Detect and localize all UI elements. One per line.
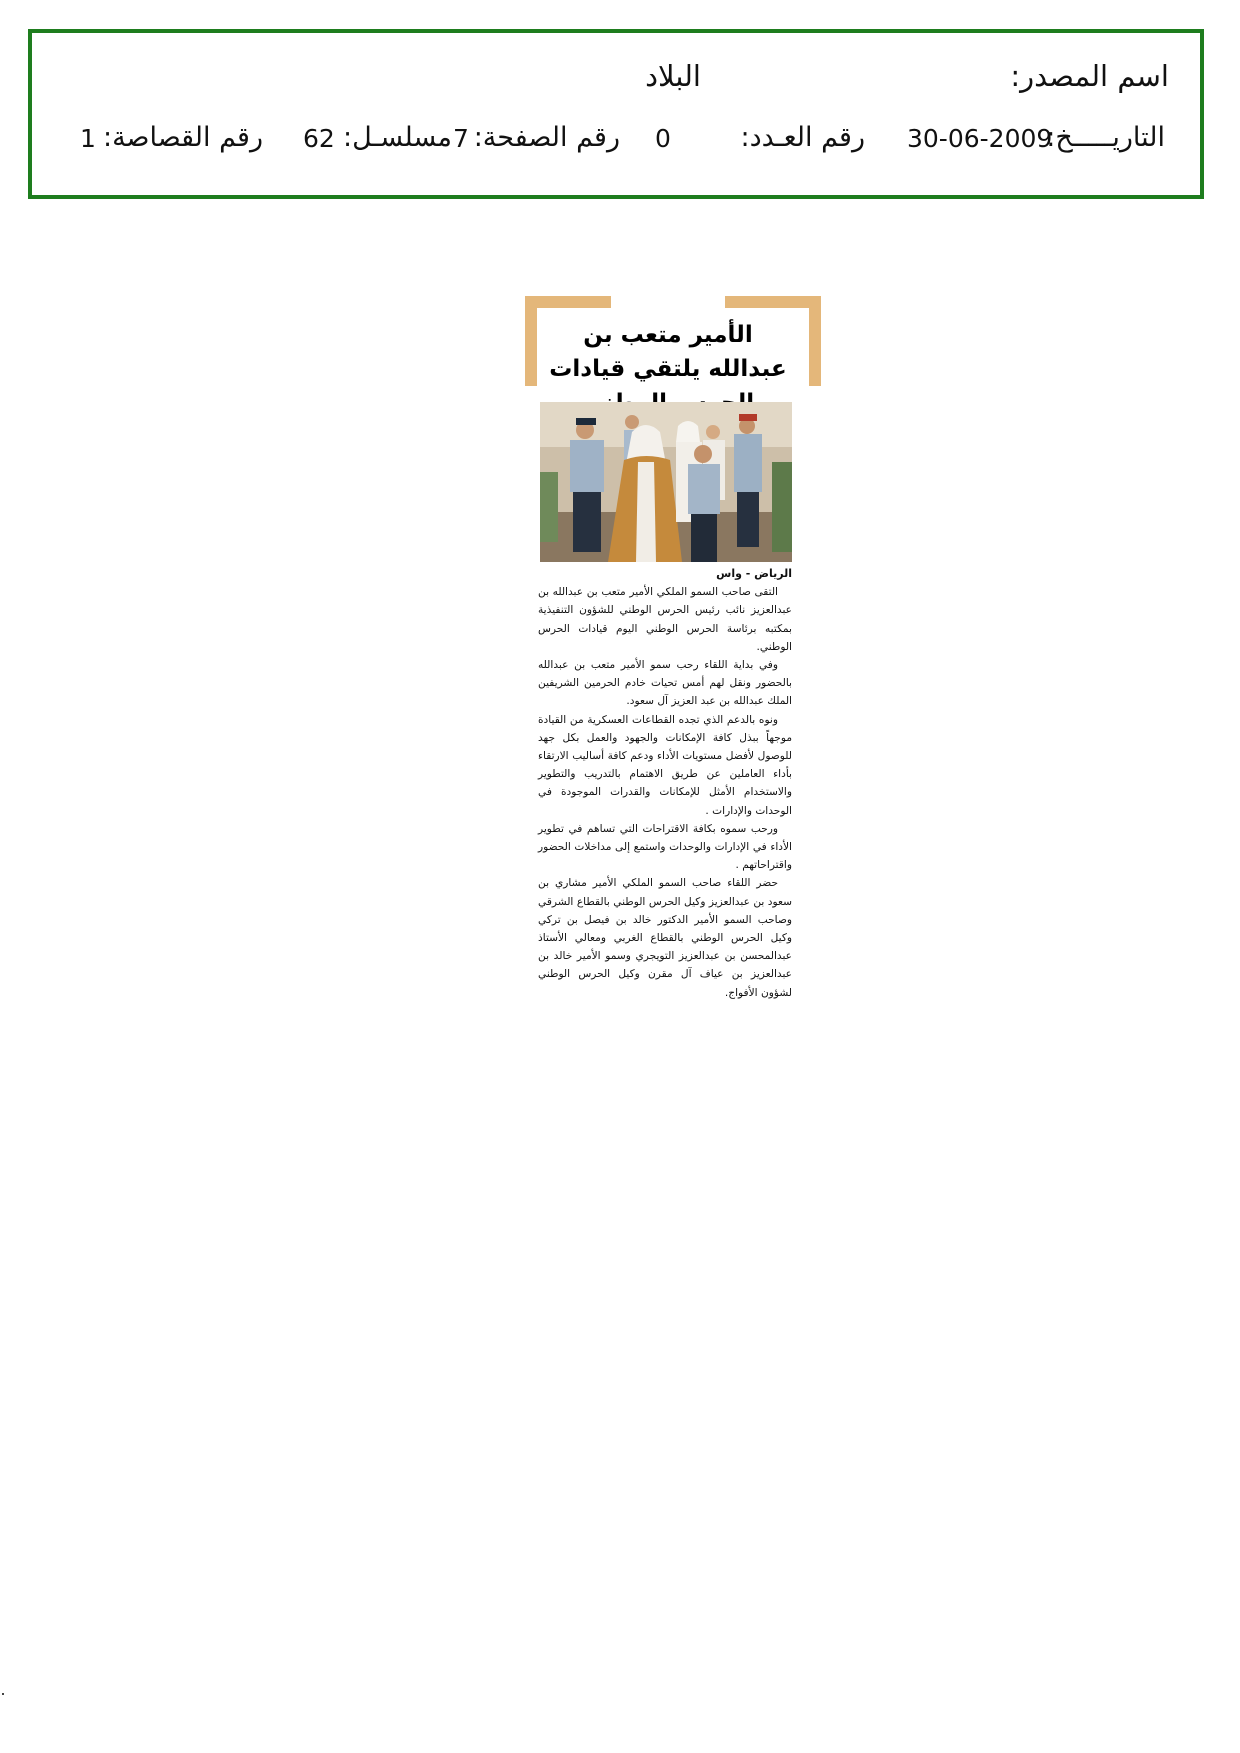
scan-artifact: [2, 1693, 4, 1695]
page-value: 7: [453, 124, 469, 153]
article-photo: [540, 402, 792, 562]
article-headline: الأمير متعب بن عبدالله يلتقي قيادات: [549, 322, 787, 382]
article-body: [538, 565, 792, 1002]
page-label: رقم الصفحة:: [473, 122, 620, 153]
serial-label: مسلسـل:: [342, 122, 452, 153]
serial-value: 62: [303, 124, 335, 153]
article-dateline: الرياض - واس: [716, 567, 792, 580]
article-paragraph: التقى صاحب السمو الملكي الأمير متعب بن عبدالله بن عبدالعزيز نائب رئيس الحرس الوطني للشؤون التنفيذية بمكتبه برئاسة الحرس الوطني اليوم قيادات الحرس الوطني.: [538, 586, 792, 653]
article-paragraph: حضر اللقاء صاحب السمو الملكي الأمير مشاري بن سعود بن عبدالعزيز وكيل الحرس الوطني بالقطاع الشرقي وصاحب السمو الأمير الدكتور خالد بن فيصل بن تركي وكيل الحرس الوطني بالقطاع الغربي ومعالي الأستاذ عبدالمحسن بن عبدالعزيز التويجري وسمو الأمير خالد بن عبدالعزيز بن عياف آل مقرن وكيل الحرس الوطني لشؤون الأفواج.: [538, 877, 792, 999]
issue-label: رقم العـدد:: [740, 122, 865, 153]
clip-number-value: 1: [80, 124, 96, 153]
clipping-info-box: [28, 29, 1204, 199]
article-paragraph: ورحب سموه بكافة الاقتراحات التي تساهم في تطوير الأداء في الإدارات والوحدات واستمع إلى مداخلات الحضور واقتراحاتهم .: [538, 822, 792, 872]
date-value: 30-06-2009: [907, 124, 1053, 153]
source-label: اسم المصدر:: [1010, 59, 1169, 93]
article-paragraph: وفي بداية اللقاء رحب سمو الأمير متعب بن عبدالله بالحضور ونقل لهم أمس تحيات خادم الحرمين الشريفين الملك عبدالله بن عبد العزيز آل سعود.: [538, 659, 792, 708]
source-value: البلاد: [645, 59, 701, 93]
date-label: التاريـــــخ:: [1046, 122, 1165, 153]
issue-value: 0: [655, 124, 671, 153]
clip-number-label: رقم القصاصة:: [102, 122, 263, 153]
article-paragraph: ونوه بالدعم الذي تجده القطاعات العسكرية من القيادة موجهاً ببذل كافة الإمكانات والجهود والعمل بكل جهد للوصول لأفضل مستويات الأداء ودعم كافة أساليب الارتقاء بأداء العاملين عن طريق الاهتمام بالتدريب والتطوير والاستخدام الأمثل للإمكانات والقدرات الموجودة في الوحدات والإدارات .: [538, 713, 792, 817]
